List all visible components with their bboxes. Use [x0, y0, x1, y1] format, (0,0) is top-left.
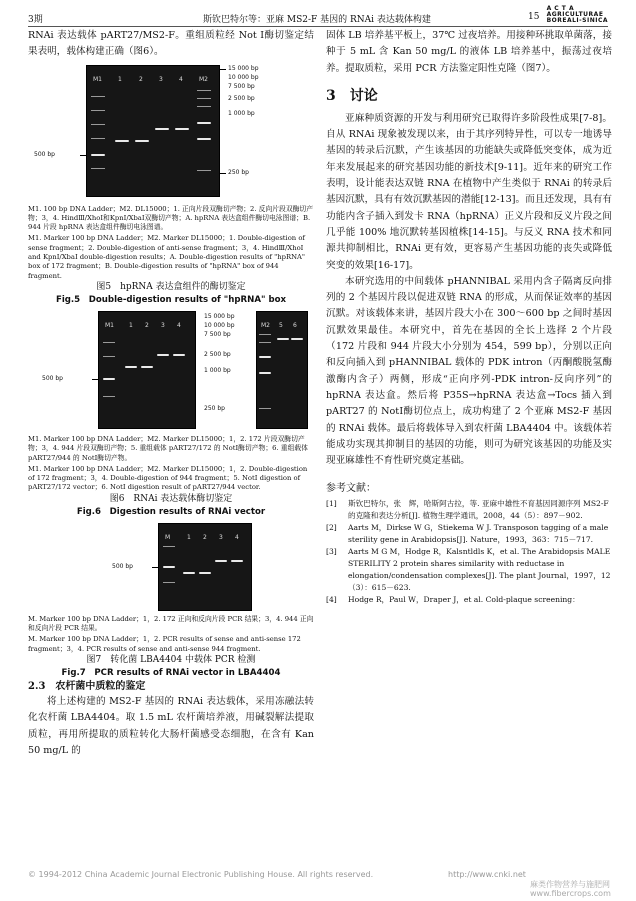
reference-item: [4] Hodge R，Paul W，Draper J，et al. Cold-plaque screening： [326, 595, 580, 605]
figure-title-en: Fig.6 Digestion results of RNAi vector [76, 506, 266, 517]
gel-image-a: M1 1 2 3 4 [98, 311, 196, 429]
running-title: 斯钦巴特尔等：亚麻 MS2-F 基因的 RNAi 表达载体构建 [203, 15, 431, 25]
reference-item: [2] Aarts M，Dirkse W G，Stiekema W J. Transposon tagging of a male sterility gene in Arabidopsis[J]. Nature，1993，363：715－717. [326, 523, 609, 545]
paragraph: RNAi 表达载体 pART27/MS2-F。重组质粒经 Not Ⅰ酶切鉴定结果表明，载体构建正确（图6）。 [28, 30, 314, 58]
gel-image: M1 1 2 3 4 M2 [86, 65, 220, 197]
footer-url: http://www.cnki.net [448, 870, 526, 879]
figure-title-en: Fig.7 PCR results of RNAi vector in LBA4404 [61, 667, 281, 678]
figure-caption-en: M1. Marker 100 bp DNA Ladder；M2. Marker DL15000；1，2. Double-digestion of 172 fragment；3，4. Double-digestion of 944 fragment；5. NotⅠ digestion of pART27/172 vector；6. NotⅠ digestion result of pART27/944 vector. [28, 464, 308, 492]
gel-image-b: M2 5 6 [256, 311, 308, 429]
paragraph: 将上述构建的 MS2-F 基因的 RNAi 表达载体，采用冻融法转化农杆菌 LBA4404。取 1.5 mL 农杆菌培养液，用碱裂解法提取质粒，再用所提取的质粒转化大肠杆菌感受态细胞，在含有 Kan 50 mg/L 的 [28, 695, 314, 756]
page-number: 15 [528, 12, 540, 22]
section-heading-3: 3 讨论 [326, 87, 378, 104]
figure-7: 500 bp M 1 2 3 4 [28, 523, 314, 615]
left-column [28, 28, 314, 759]
reference-list [326, 498, 612, 606]
figure-5: 500 bp M1 1 2 3 4 M2 15 000 bp 10 000 bp 7 500 bp 2 500 bp 1 000 bp 250 bp [28, 65, 314, 205]
reference-item: [1] 斯钦巴特尔，张 辉，哈斯阿古拉，等. 亚麻中雄性不育基因同源序列 MS2-F 的克隆和表达分析[J]. 植物生理学通讯，2008，44（5）：897－902. [326, 499, 609, 521]
watermark: 麻类作物营养与施肥网 www.fibercrops.com [530, 880, 611, 898]
paragraph: 亚麻种质资源的开发与利用研究已取得许多阶段性成果[7-8]。自从 RNAi 现象被发现以来，由于其序列特异性，可以专一地诱导基因的转录后沉默，产生该基因的功能缺失或降低突变体，成为近年来发展起来的研究基因功能的新技术[9-11]。近年来的研究工作表明，设计能表达双链 RNA 在植物中产生类似于 RNAi 的转录后基因沉默，具有有效沉默基因的潜能[12-13]。而且还发现，具有有功能内含子插入到发卡 RNA（hpRNA）正义片段和反义片段之间几乎能 100% 地沉默转基因植株[14-15]。与反义 RNA 技术和同源共抑制相比，RNAi 更有效，更容易产生基因功能的丧失或降低突变的效果[16-17]。 [326, 112, 612, 271]
figure-title-cn: 图7 转化菌 LBA4404 中载体 PCR 检测 [86, 654, 256, 665]
section-heading-2-3: 2.3 农杆菌中质粒的鉴定 [28, 680, 146, 692]
figure-title-cn: 图5 hpRNA 表达盒组件的酶切鉴定 [96, 281, 246, 292]
figure-6: 500 bp M1 1 2 3 4 M2 5 6 15 000 bp 10 000 bp 7 500 bp 2 500 bp 1 000 bp 250 bp [28, 311, 314, 435]
paragraph: 本研究选用的中间载体 pHANNIBAL 采用内含子隔离反向排列的 2 个基因片段以促进双链 RNA 的形成，从而保证效率的基因沉默。对该载体来讲，基因片段大小在 300～600 bp 之间时基因沉默效果最佳。本研究中，首先在基因的全长上选择 2 个片段（172 片段和 944 片段大小分别为 454，599 bp），分别以正向和反向插入到 pHANNIBAL 载体的 PDK intron（丙酮酸脱氢酶激酶内含子）两侧，形成“正向序列-PDK intron-反向序列”的 hpRNA 表达盒。然后将 P35S→hpRNA 表达盒→Tocs 插入到 pART27 的 NotⅠ酶切位点上，成功构建了 2 个亚麻 MS2-F 基因的 RNAi 载体。最后将载体导入到农杆菌 LBA4404 中。该载体若能成功实现其抑制目的基因的功能，则可为研究该基因的功能及实现亚麻雄性不育性研究奠定基础。 [326, 275, 612, 467]
page-header [28, 6, 608, 27]
figure-caption-en: M. Marker 100 bp DNA Ladder；1，2. PCR results of sense and anti-sense 172 fragment；3，4. PCR results of sense and anti-sense 944 fragment. [28, 635, 301, 653]
figure-caption-cn: M1. Marker 100 bp DNA Ladder；M2. Marker DL15000；1，2. 172 片段双酶切产物；3，4. 944 片段双酶切产物；5. 重组载体 pART27/172 的 NotⅠ酶切产物；6. 重组载体 pART27/944 的 NotⅠ酶切产物。 [28, 434, 308, 462]
journal-name: A C T A AGRICULTURAE BOREALI-SINICA [546, 5, 608, 24]
figure-title-cn: 图6 RNAi 表达载体酶切鉴定 [109, 493, 233, 504]
marker-label: 500 bp [34, 150, 55, 158]
paragraph: 固体 LB 培养基平板上，37℃ 过夜培养。用接种环挑取单菌落，接种于 5 mL 含 Kan 50 mg/L 的液体 LB 培养基中，振荡过夜培养。提取质粒，采用 PCR 方法鉴定阳性克隆（图7）。 [326, 30, 612, 74]
figure-caption-cn: M. Marker 100 bp DNA Ladder；1，2. 172 正向和反向片段 PCR 结果；3，4. 944 正向和反向片段 PCR 结果。 [28, 614, 314, 633]
figure-caption-cn: M1. 100 bp DNA Ladder；M2. DL15000；1. 正向片段双酶切产物；2. 反向片段双酶切产物；3，4. HindⅢ/XhoⅠ和KpnⅠ/XbaⅠ双酶切产物；A. hpRNA 表达盒组件酶切电泳图谱；B. 944 片段 hpRNA 表达盒组件酶切电泳图谱。 [28, 204, 314, 232]
references-heading: 参考文献： [326, 483, 376, 495]
issue-number: 3期 [28, 15, 43, 25]
figure-title-en: Fig.5 Double-digestion results of "hpRNA" box [55, 294, 287, 305]
right-column [326, 28, 612, 606]
copyright-text: © 1994-2012 China Academic Journal Electronic Publishing House. All rights reserved. [28, 870, 374, 879]
gel-image: M 1 2 3 4 [158, 523, 252, 611]
figure-caption-en: M1. Marker 100 bp DNA Ladder；M2. Marker DL15000；1. Double-digestion of sense fragment；2. Double-digestion of anti-sense fragment；3，4. HindⅢ/XhoⅠ and KpnⅠ/XbaⅠ double-digestion results；A. Double-digestion results of "hpRNA" box of 172 fragment；B. Double-digestion results of "hpRNA" box of 944 fragment. [28, 234, 306, 280]
reference-item: [3] Aarts M G M，Hodge R，Kalsntldls K，et al. The Arabidopsis MALE STERILITY 2 protein shares similarity with reductase in elongation/condensation complexes[J]. The plant Journal，1997，12（3）：615－623. [326, 547, 611, 593]
